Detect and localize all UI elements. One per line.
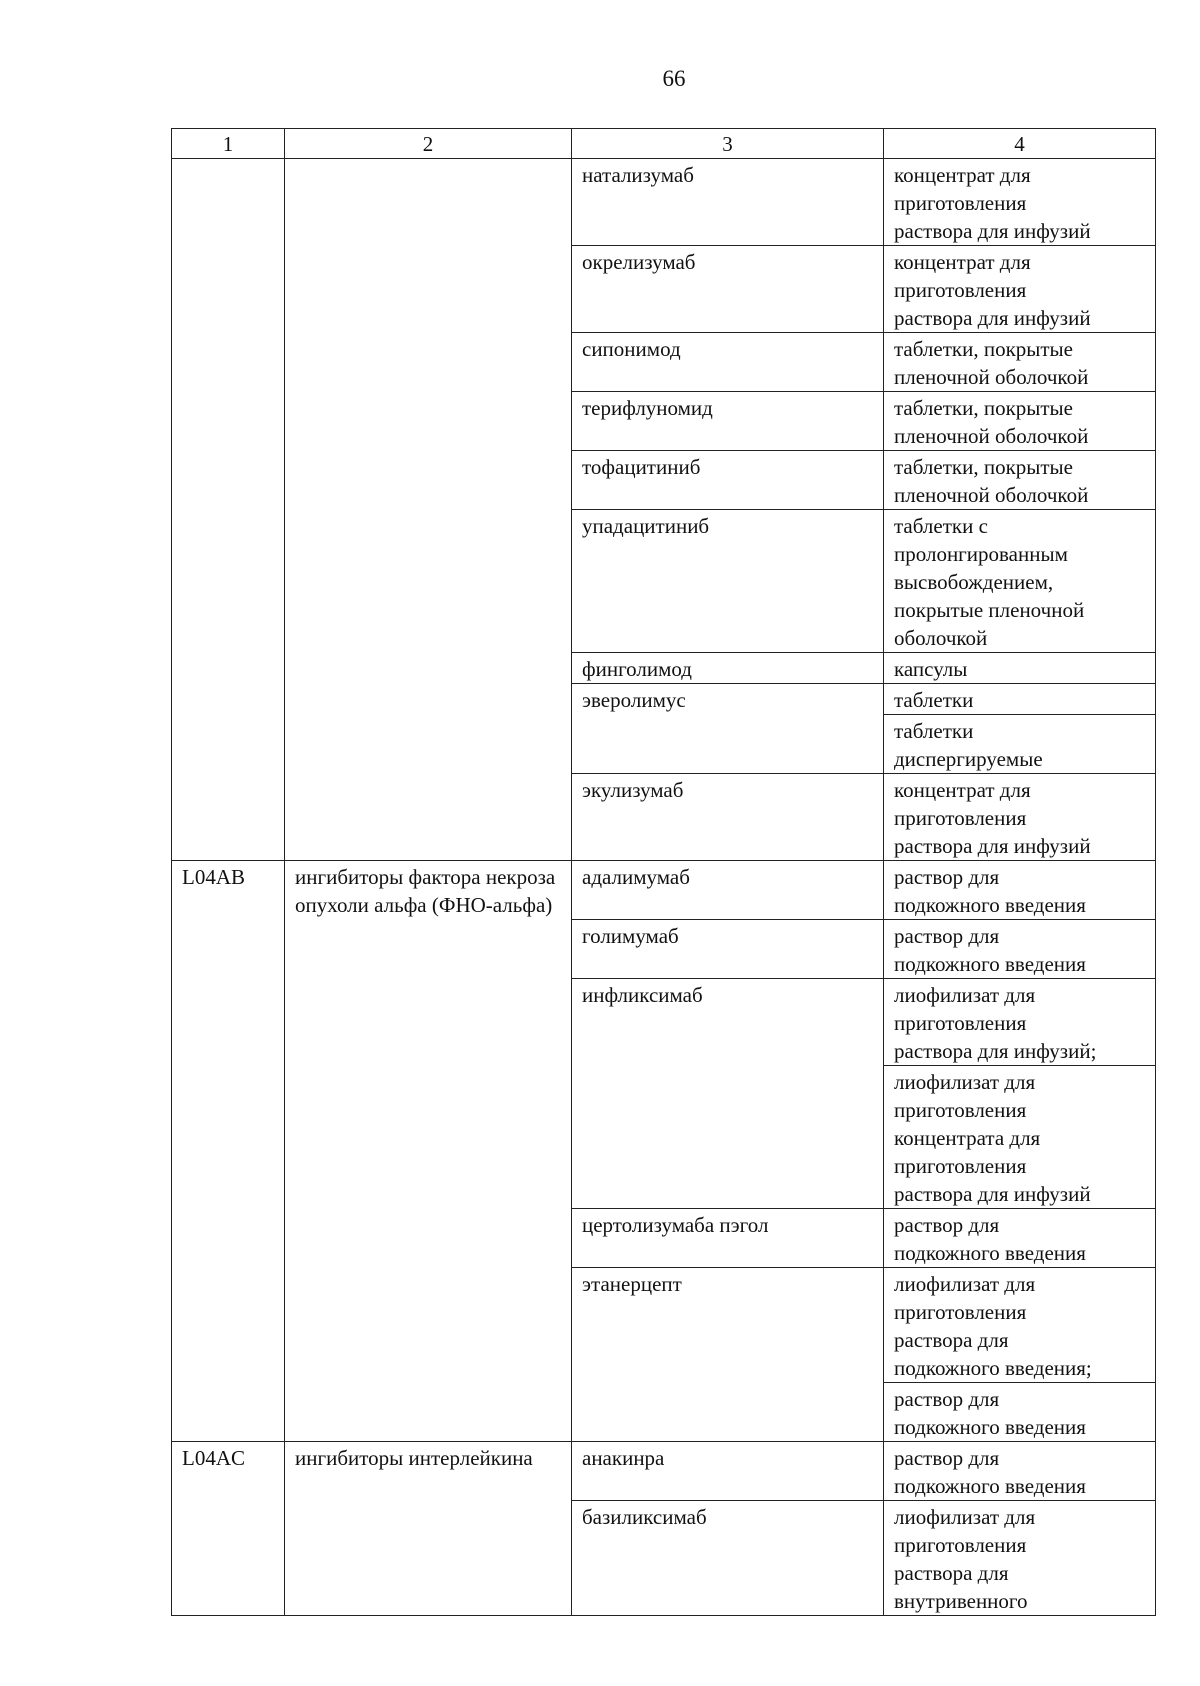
dosage-form-line: концентрат для <box>894 778 1031 802</box>
drug-name-cell: тофацитиниб <box>572 451 884 510</box>
table-row <box>172 1442 1156 1501</box>
dosage-form-cell <box>884 392 1156 451</box>
dosage-form-line: концентрата для <box>894 1126 1041 1150</box>
dosage-form-line: раствор для <box>894 924 1000 948</box>
dosage-form-line: таблетки <box>894 688 974 712</box>
dosage-form-line: пролонгированным <box>894 542 1068 566</box>
atc-group-cell: ингибиторы фактора некроза опухоли альфа (ФНО-альфа) <box>285 861 572 1442</box>
drug-name-cell: окрелизумаб <box>572 246 884 333</box>
dosage-form-line: раствор для <box>894 1446 1000 1470</box>
drug-name-cell: адалимумаб <box>572 861 884 920</box>
dosage-form-line: капсулы <box>894 657 968 681</box>
dosage-form-cell <box>884 1209 1156 1268</box>
dosage-form-cell <box>884 1268 1156 1383</box>
drug-name-cell: цертолизумаба пэгол <box>572 1209 884 1268</box>
dosage-form-cell <box>884 715 1156 774</box>
column-header-4: 4 <box>884 129 1156 159</box>
dosage-form-line: подкожного введения <box>894 1415 1086 1439</box>
dosage-form-cell <box>884 861 1156 920</box>
dosage-form-line: таблетки, покрытые <box>894 455 1073 479</box>
drug-name-cell: сипонимод <box>572 333 884 392</box>
drug-name-cell: упадацитиниб <box>572 510 884 653</box>
drug-table <box>171 128 1156 1616</box>
dosage-form-cell <box>884 920 1156 979</box>
column-header-1: 1 <box>172 129 285 159</box>
dosage-form-cell <box>884 1501 1156 1616</box>
dosage-form-line: приготовления <box>894 1098 1027 1122</box>
dosage-form-line: раствора для <box>894 1328 1009 1352</box>
dosage-form-line: подкожного введения <box>894 893 1086 917</box>
dosage-form-cell <box>884 510 1156 653</box>
drug-name-cell: финголимод <box>572 653 884 684</box>
dosage-form-line: раствора для инфузий <box>894 834 1091 858</box>
dosage-form-line: таблетки <box>894 719 974 743</box>
dosage-form-line: приготовления <box>894 1300 1027 1324</box>
dosage-form-line: пленочной оболочкой <box>894 424 1089 448</box>
dosage-form-cell <box>884 1442 1156 1501</box>
table-row <box>172 159 1156 246</box>
dosage-form-line: внутривенного <box>894 1589 1028 1613</box>
drug-name-cell: базиликсимаб <box>572 1501 884 1616</box>
atc-group-cell: ингибиторы интерлейкина <box>285 1442 572 1616</box>
dosage-form-line: лиофилизат для <box>894 1505 1036 1529</box>
drug-name-cell: эверолимус <box>572 684 884 774</box>
dosage-form-line: раствора для инфузий <box>894 306 1091 330</box>
dosage-form-line: приготовления <box>894 1011 1027 1035</box>
drug-name-cell: инфликсимаб <box>572 979 884 1209</box>
dosage-form-line: приготовления <box>894 278 1027 302</box>
dosage-form-cell <box>884 979 1156 1066</box>
dosage-form-line: таблетки, покрытые <box>894 337 1073 361</box>
dosage-form-line: приготовления <box>894 191 1027 215</box>
dosage-form-line: пленочной оболочкой <box>894 365 1089 389</box>
dosage-form-line: раствора для <box>894 1561 1009 1585</box>
atc-group-cell <box>285 159 572 861</box>
dosage-form-line: диспергируемые <box>894 747 1043 771</box>
dosage-form-line: раствор для <box>894 1213 1000 1237</box>
dosage-form-cell <box>884 1066 1156 1209</box>
atc-code-cell: L04AB <box>172 861 285 1442</box>
table-row <box>172 861 1156 920</box>
dosage-form-cell <box>884 451 1156 510</box>
page-number: 66 <box>662 66 686 91</box>
column-header-2: 2 <box>285 129 572 159</box>
dosage-form-line: концентрат для <box>894 250 1031 274</box>
column-header-3: 3 <box>572 129 884 159</box>
dosage-form-line: раствор для <box>894 1387 1000 1411</box>
dosage-form-line: концентрат для <box>894 163 1031 187</box>
dosage-form-cell <box>884 333 1156 392</box>
drug-name-cell: этанерцепт <box>572 1268 884 1442</box>
atc-code-cell: L04AC <box>172 1442 285 1616</box>
dosage-form-line: приготовления <box>894 1533 1027 1557</box>
dosage-form-line: приготовления <box>894 806 1027 830</box>
dosage-form-line: пленочной оболочкой <box>894 483 1089 507</box>
dosage-form-cell <box>884 653 1156 684</box>
dosage-form-line: покрытые пленочной <box>894 598 1085 622</box>
dosage-form-line: подкожного введения <box>894 952 1086 976</box>
table-header-row <box>172 129 1156 159</box>
dosage-form-cell <box>884 246 1156 333</box>
dosage-form-line: оболочкой <box>894 626 988 650</box>
dosage-form-line: высвобождением, <box>894 570 1054 594</box>
drug-name-cell: анакинра <box>572 1442 884 1501</box>
dosage-form-line: раствора для инфузий <box>894 1182 1091 1206</box>
dosage-form-cell <box>884 1383 1156 1442</box>
dosage-form-line: приготовления <box>894 1154 1027 1178</box>
dosage-form-line: подкожного введения; <box>894 1356 1092 1380</box>
drug-name-cell: голимумаб <box>572 920 884 979</box>
dosage-form-cell <box>884 159 1156 246</box>
dosage-form-line: раствора для инфузий <box>894 219 1091 243</box>
dosage-form-line: подкожного введения <box>894 1474 1086 1498</box>
dosage-form-cell <box>884 774 1156 861</box>
dosage-form-line: лиофилизат для <box>894 1272 1036 1296</box>
dosage-form-line: лиофилизат для <box>894 1070 1036 1094</box>
dosage-form-line: таблетки с <box>894 514 988 538</box>
atc-code-cell <box>172 159 285 861</box>
dosage-form-line: раствора для инфузий; <box>894 1039 1097 1063</box>
drug-name-cell: натализумаб <box>572 159 884 246</box>
drug-name-cell: экулизумаб <box>572 774 884 861</box>
drug-name-cell: терифлуномид <box>572 392 884 451</box>
dosage-form-line: лиофилизат для <box>894 983 1036 1007</box>
dosage-form-line: подкожного введения <box>894 1241 1086 1265</box>
dosage-form-line: раствор для <box>894 865 1000 889</box>
dosage-form-line: таблетки, покрытые <box>894 396 1073 420</box>
dosage-form-cell <box>884 684 1156 715</box>
